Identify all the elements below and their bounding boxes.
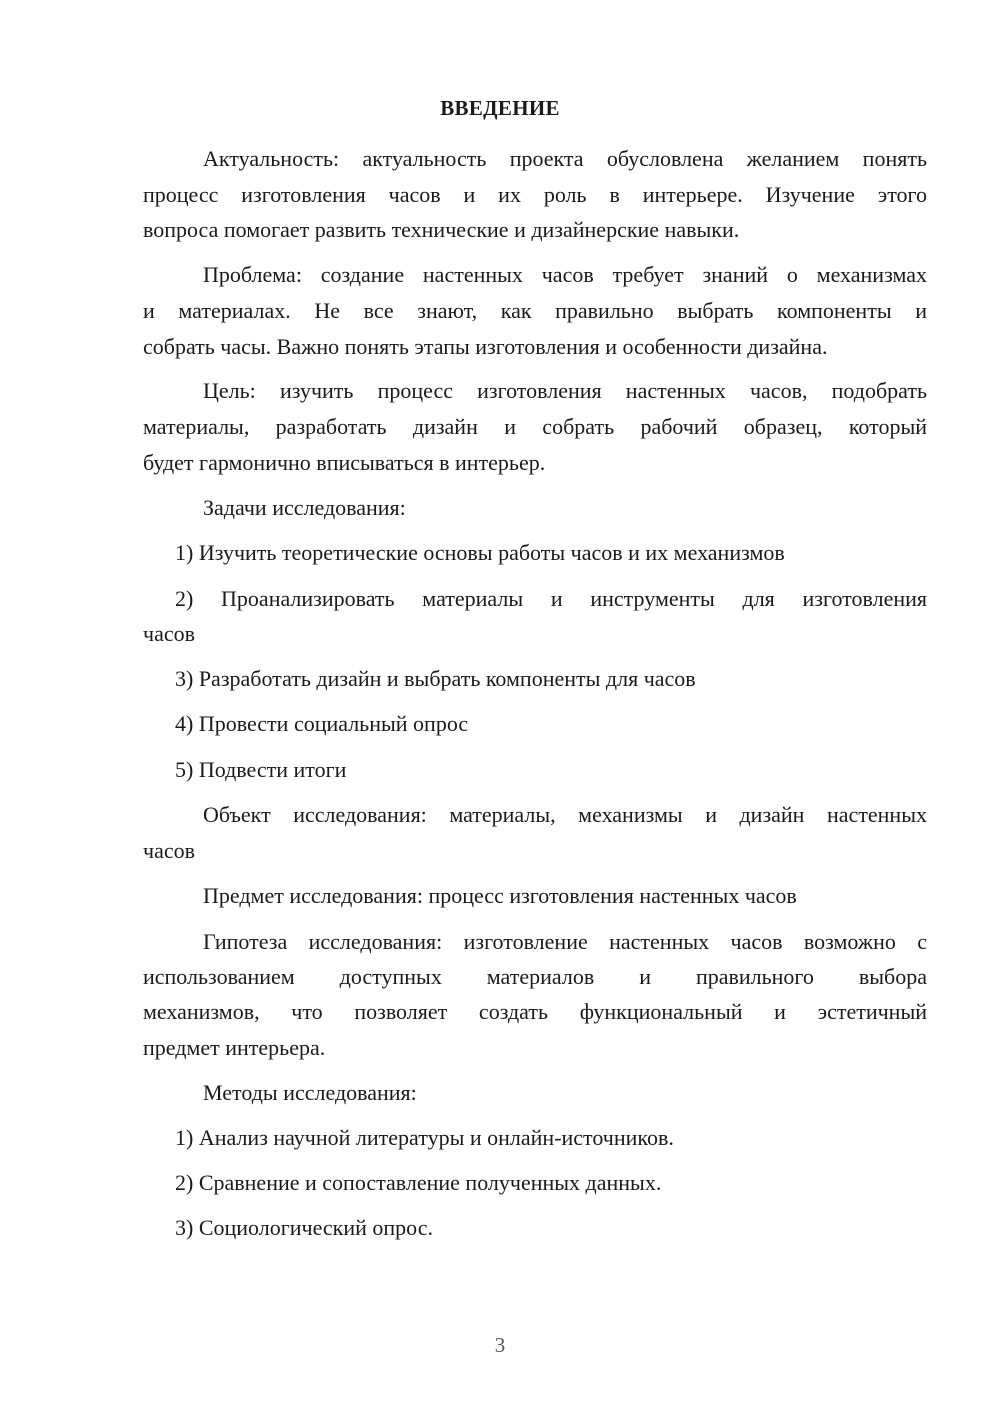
paragraph-line: Методы исследования: <box>203 1080 417 1105</box>
paragraph-line: Проблема: создание настенных часов требует знаний о механизмах <box>203 262 927 287</box>
section-title: ВВЕДЕНИЕ <box>440 96 560 120</box>
paragraph-line: Гипотеза исследования: изготовление настенных часов возможно с <box>203 929 927 954</box>
paragraph-line: вопроса помогает развить технические и дизайнерские навыки. <box>143 217 740 242</box>
list-item: 4) Провести социальный опрос <box>175 711 469 736</box>
paragraph-line: Цель: изучить процесс изготовления настенных часов, подобрать <box>203 378 927 403</box>
list-item-continuation: часов <box>143 621 195 646</box>
paragraph-line: предмет интерьера. <box>143 1035 326 1060</box>
list-item: 2) Сравнение и сопоставление полученных данных. <box>175 1170 662 1195</box>
list-item: 3) Социологический опрос. <box>175 1215 433 1240</box>
list-item: 1) Анализ научной литературы и онлайн-источников. <box>175 1125 674 1150</box>
paragraph-line: механизмов, что позволяет создать функциональный и эстетичный <box>143 999 927 1024</box>
paragraph-line: Объект исследования: материалы, механизмы и дизайн настенных <box>203 802 927 827</box>
paragraph-line: и материалах. Не все знают, как правильно выбрать компоненты и <box>143 298 927 323</box>
paragraph-line: материалы, разработать дизайн и собрать рабочий образец, который <box>143 414 927 439</box>
page-number: 3 <box>494 1333 506 1357</box>
list-item: 2) Проанализировать материалы и инструменты для изготовления <box>175 586 927 611</box>
paragraph-line: процесс изготовления часов и их роль в интерьере. Изучение этого <box>143 182 927 207</box>
paragraph-line: Предмет исследования: процесс изготовления настенных часов <box>203 883 797 908</box>
paragraph-line: Актуальность: актуальность проекта обусловлена желанием понять <box>203 146 927 171</box>
paragraph-line: часов <box>143 838 195 863</box>
paragraph-line: будет гармонично вписываться в интерьер. <box>143 450 546 475</box>
paragraph-line: собрать часы. Важно понять этапы изготовления и особенности дизайна. <box>143 334 828 359</box>
paragraph-line: Задачи исследования: <box>203 495 406 520</box>
list-item: 5) Подвести итоги <box>175 757 347 782</box>
list-item: 3) Разработать дизайн и выбрать компоненты для часов <box>175 666 696 691</box>
paragraph-line: использованием доступных материалов и правильного выбора <box>143 964 927 989</box>
list-item: 1) Изучить теоретические основы работы часов и их механизмов <box>175 540 785 565</box>
